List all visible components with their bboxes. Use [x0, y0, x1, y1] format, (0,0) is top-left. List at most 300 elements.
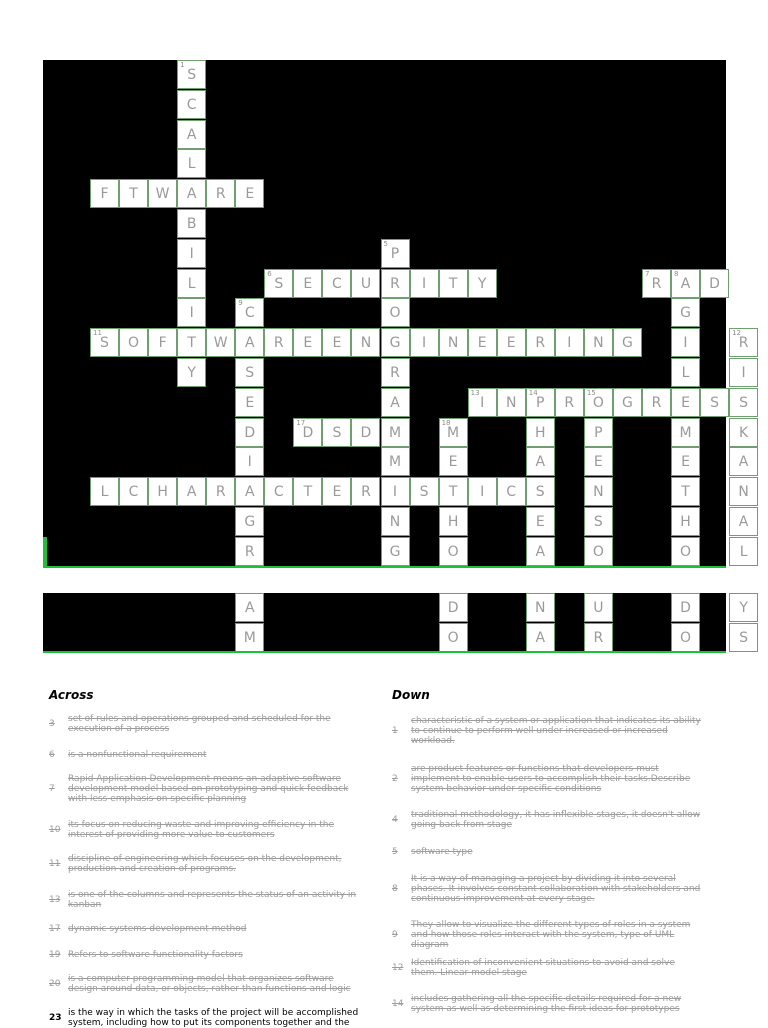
- grid-cell[interactable]: [497, 477, 526, 506]
- cell-letter: R: [361, 484, 371, 501]
- cell-letter: H: [447, 514, 459, 530]
- cell-letter: S: [739, 394, 749, 411]
- grid-cell[interactable]: [148, 328, 177, 357]
- clue-item[interactable]: [49, 1008, 359, 1028]
- cell-letter: E: [303, 335, 313, 352]
- cell-letter: N: [389, 514, 401, 530]
- cell-letter: T: [448, 484, 458, 501]
- cell-letter: I: [421, 275, 427, 292]
- clue-number: 13: [49, 895, 61, 905]
- grid-cell[interactable]: [235, 388, 264, 417]
- cell-letter: A: [186, 484, 197, 501]
- clue-number: 7: [49, 784, 55, 794]
- cell-letter: R: [651, 394, 662, 411]
- grid-cell[interactable]: [671, 298, 700, 327]
- cell-letter: S: [419, 484, 429, 501]
- cell-letter: N: [360, 335, 372, 352]
- cell-letter: L: [681, 365, 690, 381]
- grid-cell[interactable]: [235, 418, 264, 447]
- grid-cell[interactable]: [729, 447, 758, 476]
- clue-number: 5: [392, 847, 398, 857]
- grid-cell[interactable]: [439, 328, 468, 357]
- grid-cell[interactable]: [177, 179, 206, 208]
- cell-letter: D: [244, 424, 256, 441]
- grid-cell[interactable]: [235, 593, 264, 622]
- cell-letter: S: [245, 365, 255, 381]
- grid-cell[interactable]: [642, 388, 671, 417]
- grid-cell[interactable]: [206, 328, 235, 357]
- cell-letter: R: [273, 335, 284, 352]
- clue-item[interactable]: [49, 924, 359, 934]
- cell-letter: G: [621, 394, 633, 411]
- clue-text: is a computer programming model that organizes software design around data, or objects, rather than functions and logic: [68, 974, 351, 994]
- grid-cell[interactable]: [381, 239, 410, 268]
- cell-letter: P: [594, 424, 603, 441]
- grid-border-line: [43, 537, 47, 568]
- grid-cell[interactable]: [381, 269, 410, 298]
- cell-letter: R: [244, 543, 255, 560]
- clue-text: set of rules and operations grouped and scheduled for the execution of a process: [68, 714, 331, 734]
- cell-clue-number: 17: [296, 418, 306, 427]
- grid-cell[interactable]: [439, 507, 468, 536]
- grid-cell[interactable]: [526, 507, 555, 536]
- cell-letter: E: [245, 394, 255, 411]
- cell-letter: D: [360, 424, 372, 441]
- grid-cell[interactable]: [584, 388, 613, 417]
- grid-cell[interactable]: [700, 269, 729, 298]
- grid-cell[interactable]: [381, 507, 410, 536]
- cell-letter: W: [155, 186, 170, 203]
- cell-letter: N: [738, 484, 749, 501]
- clue-number: 23: [49, 1013, 62, 1023]
- cell-letter: U: [593, 600, 604, 616]
- cell-letter: A: [244, 335, 255, 352]
- grid-cell[interactable]: [497, 388, 526, 417]
- cell-clue-number: 11: [93, 329, 102, 338]
- grid-cell[interactable]: [293, 477, 322, 506]
- grid-cell[interactable]: [235, 179, 264, 208]
- grid-cell[interactable]: [729, 388, 758, 417]
- cell-letter: M: [243, 629, 256, 646]
- grid-cell[interactable]: [293, 269, 322, 298]
- grid-cell[interactable]: [177, 298, 206, 327]
- grid-cell[interactable]: [584, 507, 613, 536]
- cell-letter: I: [480, 484, 485, 501]
- grid-cell[interactable]: [410, 477, 439, 506]
- grid-cell[interactable]: [381, 298, 410, 327]
- cell-letter: T: [448, 275, 458, 292]
- grid-cell[interactable]: [177, 477, 206, 506]
- clue-item[interactable]: [49, 820, 359, 840]
- grid-cell[interactable]: [468, 269, 497, 298]
- cell-letter: R: [215, 484, 226, 501]
- cell-letter: H: [157, 484, 168, 501]
- cell-letter: L: [187, 275, 196, 292]
- grid-cell[interactable]: [729, 328, 758, 357]
- grid-cell[interactable]: [671, 623, 700, 652]
- grid-cell[interactable]: [322, 477, 351, 506]
- cell-letter: Y: [739, 600, 748, 616]
- cell-letter: E: [681, 394, 690, 411]
- grid-cell[interactable]: [729, 537, 758, 566]
- cell-letter: N: [535, 600, 546, 616]
- cell-letter: G: [389, 335, 401, 352]
- grid-cell[interactable]: [729, 418, 758, 447]
- grid-cell[interactable]: [264, 477, 293, 506]
- grid-cell[interactable]: [497, 328, 526, 357]
- grid-cell[interactable]: [177, 90, 206, 119]
- cell-letter: A: [244, 600, 255, 616]
- cell-letter: O: [447, 543, 459, 560]
- grid-cell[interactable]: [642, 269, 671, 298]
- grid-cell[interactable]: [526, 593, 555, 622]
- grid-cell[interactable]: [351, 269, 380, 298]
- grid-cell[interactable]: [235, 477, 264, 506]
- grid-cell[interactable]: [293, 418, 322, 447]
- grid-cell[interactable]: [729, 358, 758, 387]
- cell-clue-number: 1: [180, 61, 185, 69]
- grid-cell[interactable]: [584, 418, 613, 447]
- clue-text: characteristic of a system or application that indicates its ability to continue to perform well under increased or increased workload.: [411, 716, 701, 746]
- grid-cell[interactable]: [584, 328, 613, 357]
- cell-letter: I: [567, 335, 572, 352]
- cell-letter: E: [593, 454, 603, 471]
- grid-cell[interactable]: [381, 418, 410, 447]
- grid-cell[interactable]: [235, 507, 264, 536]
- cell-letter: T: [129, 186, 138, 203]
- cell-letter: I: [421, 335, 427, 352]
- grid-cell[interactable]: [526, 418, 555, 447]
- cell-letter: O: [128, 335, 140, 352]
- cell-letter: N: [593, 484, 604, 501]
- grid-cell[interactable]: [148, 477, 177, 506]
- clue-item[interactable]: [392, 847, 702, 857]
- clue-number: 9: [392, 930, 398, 940]
- clue-number: 11: [49, 859, 61, 869]
- grid-cell[interactable]: [729, 507, 758, 536]
- clue-text: is the way in which the tasks of the project will be accomplished system, including how to put its components together and the: [68, 1008, 359, 1028]
- cell-letter: E: [506, 335, 516, 352]
- grid-cell[interactable]: [322, 328, 351, 357]
- cell-letter: M: [679, 424, 692, 441]
- cell-clue-number: 12: [732, 329, 742, 338]
- clue-item[interactable]: [49, 974, 359, 994]
- cell-clue-number: 18: [441, 418, 451, 427]
- grid-cell[interactable]: [264, 328, 293, 357]
- cell-letter: C: [273, 484, 284, 501]
- clue-item[interactable]: [49, 714, 359, 734]
- clue-number: 14: [392, 999, 404, 1009]
- cell-letter: R: [564, 394, 575, 411]
- grid-cell[interactable]: [526, 328, 555, 357]
- grid-cell[interactable]: [468, 477, 497, 506]
- cell-letter: N: [593, 335, 604, 352]
- clue-item[interactable]: [392, 958, 702, 978]
- grid-cell[interactable]: [119, 328, 148, 357]
- grid-cell[interactable]: [671, 507, 700, 536]
- clue-text: It is a way of managing a project by dividing it into several phases. It involves constant collaboration with stakeholders and continuous improvement at every stage.: [411, 874, 701, 904]
- clue-text: its focus on reducing waste and improving efficiency in the interest of providing more value to customers: [68, 820, 334, 840]
- grid-cell[interactable]: [671, 418, 700, 447]
- grid-cell[interactable]: [351, 477, 380, 506]
- cell-letter: E: [477, 335, 487, 352]
- grid-cell[interactable]: [671, 537, 700, 566]
- cell-letter: G: [389, 543, 401, 560]
- cell-clue-number: 8: [674, 269, 679, 278]
- cell-letter: C: [128, 484, 139, 501]
- cell-letter: A: [390, 394, 400, 411]
- grid-cell[interactable]: [235, 537, 264, 566]
- cell-letter: M: [388, 424, 402, 441]
- grid-cell[interactable]: [177, 239, 206, 268]
- grid-cell[interactable]: [671, 269, 700, 298]
- grid-cell[interactable]: [381, 358, 410, 387]
- grid-cell[interactable]: [584, 447, 613, 476]
- crossword-grid-continued: [43, 593, 749, 652]
- cell-letter: E: [535, 514, 545, 530]
- grid-cell[interactable]: [322, 269, 351, 298]
- grid-cell[interactable]: [584, 623, 613, 652]
- grid-cell[interactable]: [351, 328, 380, 357]
- grid-cell[interactable]: [439, 477, 468, 506]
- grid-cell[interactable]: [526, 388, 555, 417]
- clue-item[interactable]: [392, 994, 702, 1014]
- cell-letter: O: [389, 305, 401, 322]
- cell-letter: F: [158, 335, 167, 352]
- grid-cell[interactable]: [381, 537, 410, 566]
- cell-letter: G: [680, 305, 691, 322]
- cell-letter: I: [741, 365, 746, 381]
- grid-cell[interactable]: [526, 537, 555, 566]
- cell-letter: I: [392, 484, 398, 501]
- cell-clue-number: 9: [238, 299, 243, 308]
- grid-cell[interactable]: [177, 358, 206, 387]
- cell-letter: A: [680, 275, 691, 292]
- clue-number: 20: [49, 979, 61, 989]
- grid-cell[interactable]: [613, 388, 642, 417]
- cell-letter: A: [535, 629, 546, 646]
- cell-clue-number: 6: [267, 269, 272, 278]
- cell-letter: O: [447, 629, 459, 646]
- grid-cell[interactable]: [671, 477, 700, 506]
- grid-cell[interactable]: [90, 179, 119, 208]
- grid-cell[interactable]: [671, 447, 700, 476]
- grid-cell[interactable]: [584, 537, 613, 566]
- cell-clue-number: 5: [383, 239, 388, 248]
- cell-letter: E: [332, 484, 342, 501]
- cell-letter: E: [245, 186, 255, 203]
- cell-letter: L: [100, 484, 109, 501]
- clue-number: 4: [392, 815, 398, 825]
- grid-cell[interactable]: [90, 328, 119, 357]
- grid-cell[interactable]: [235, 358, 264, 387]
- cell-letter: T: [187, 335, 196, 352]
- cell-letter: R: [738, 335, 749, 352]
- cell-letter: S: [332, 424, 342, 441]
- cell-letter: S: [739, 629, 749, 646]
- grid-cell[interactable]: [729, 477, 758, 506]
- grid-cell[interactable]: [235, 447, 264, 476]
- down-heading: Down: [392, 688, 430, 702]
- clue-item[interactable]: [49, 750, 359, 760]
- cell-letter: I: [189, 245, 194, 262]
- cell-letter: S: [100, 335, 109, 352]
- grid-cell[interactable]: [410, 269, 439, 298]
- grid-cell[interactable]: [700, 388, 729, 417]
- cell-letter: O: [592, 394, 604, 411]
- grid-cell[interactable]: [235, 623, 264, 652]
- cell-letter: L: [739, 543, 748, 560]
- clue-text: are product features or functions that developers must implement to enable users to accomplish their tasks.Describe system behavior under specific conditions: [411, 764, 691, 794]
- clue-number: 17: [49, 924, 61, 934]
- clue-item[interactable]: [49, 854, 359, 874]
- grid-cell[interactable]: [90, 477, 119, 506]
- grid-cell[interactable]: [177, 209, 206, 238]
- clue-item[interactable]: [49, 890, 359, 910]
- cell-letter: A: [535, 543, 546, 560]
- grid-cell[interactable]: [439, 418, 468, 447]
- grid-cell[interactable]: [555, 388, 584, 417]
- grid-cell[interactable]: [235, 298, 264, 327]
- cell-letter: M: [388, 454, 402, 471]
- grid-cell[interactable]: [177, 269, 206, 298]
- cell-letter: D: [302, 424, 314, 441]
- clue-number: 10: [49, 825, 61, 835]
- cell-letter: E: [332, 335, 342, 352]
- cell-letter: P: [390, 245, 400, 262]
- clue-text: traditional methodology, it has inflexible stages, it doesn't allow going back from stage: [411, 810, 701, 830]
- grid-border-line: [43, 566, 726, 568]
- clue-item[interactable]: [392, 920, 702, 950]
- grid-cell[interactable]: [439, 447, 468, 476]
- cell-letter: T: [303, 484, 313, 501]
- clue-item[interactable]: [392, 874, 702, 904]
- cell-letter: S: [274, 275, 284, 292]
- grid-cell[interactable]: [584, 477, 613, 506]
- clue-number: 12: [392, 963, 404, 973]
- grid-cell[interactable]: [119, 179, 148, 208]
- grid-cell[interactable]: [526, 623, 555, 652]
- clue-item[interactable]: [392, 716, 702, 746]
- grid-cell[interactable]: [671, 388, 700, 417]
- cell-letter: E: [448, 454, 458, 471]
- cell-letter: K: [739, 424, 749, 441]
- grid-cell[interactable]: [729, 593, 758, 622]
- grid-cell[interactable]: [439, 623, 468, 652]
- grid-cell[interactable]: [613, 328, 642, 357]
- grid-cell[interactable]: [381, 447, 410, 476]
- grid-cell[interactable]: [439, 593, 468, 622]
- crossword-grid: [43, 60, 749, 568]
- cell-letter: A: [186, 186, 197, 203]
- grid-cell[interactable]: [468, 388, 497, 417]
- clue-number: 8: [392, 884, 398, 894]
- grid-border-line: [43, 651, 726, 653]
- grid-cell[interactable]: [235, 328, 264, 357]
- cell-letter: I: [189, 305, 194, 322]
- cell-letter: M: [447, 424, 460, 441]
- cell-letter: A: [535, 454, 546, 471]
- grid-cell[interactable]: [381, 328, 410, 357]
- grid-cell[interactable]: [671, 593, 700, 622]
- cell-letter: O: [679, 543, 692, 560]
- cell-letter: E: [303, 275, 313, 292]
- cell-letter: H: [534, 424, 546, 441]
- grid-cell[interactable]: [381, 477, 410, 506]
- clue-text: discipline of engineering which focuses on the development, production and creation of programs.: [68, 854, 342, 874]
- grid-cell[interactable]: [526, 447, 555, 476]
- grid-cell[interactable]: [381, 388, 410, 417]
- cell-letter: D: [680, 600, 691, 616]
- grid-cell[interactable]: [439, 269, 468, 298]
- cell-letter: D: [709, 275, 720, 292]
- grid-cell[interactable]: [410, 328, 439, 357]
- grid-cell[interactable]: [177, 328, 206, 357]
- grid-cell[interactable]: [148, 179, 177, 208]
- cell-letter: A: [186, 126, 197, 143]
- grid-cell[interactable]: [264, 269, 293, 298]
- cell-clue-number: 13: [470, 388, 480, 397]
- grid-cell[interactable]: [177, 60, 206, 89]
- cell-letter: Y: [187, 365, 196, 381]
- cell-letter: T: [681, 484, 690, 501]
- cell-letter: C: [506, 484, 517, 501]
- cell-letter: S: [535, 484, 545, 501]
- cell-letter: G: [244, 514, 256, 530]
- grid-cell[interactable]: [671, 328, 700, 357]
- cell-letter: H: [680, 514, 691, 530]
- grid-cell[interactable]: [293, 328, 322, 357]
- grid-cell[interactable]: [671, 358, 700, 387]
- grid-cell[interactable]: [555, 328, 584, 357]
- clue-number: 19: [49, 950, 61, 960]
- grid-cell[interactable]: [729, 623, 758, 652]
- cell-letter: R: [390, 275, 400, 292]
- clue-text: is a nonfunctional requirement: [68, 750, 207, 760]
- cell-letter: S: [593, 514, 603, 530]
- grid-cell[interactable]: [206, 477, 235, 506]
- cell-clue-number: 14: [528, 388, 538, 397]
- grid-cell[interactable]: [468, 328, 497, 357]
- clue-text: Rapid Application Development means an adaptive software development model based on prototyping and quick feedback with less emphasis on specific planning: [68, 774, 349, 804]
- clue-item[interactable]: [392, 764, 702, 794]
- clue-text: dynamic systems development method: [68, 924, 247, 934]
- grid-cell[interactable]: [206, 179, 235, 208]
- clue-text: includes gathering all the specific details required for a new system as well as determining the first ideas for prototypes: [411, 994, 682, 1014]
- grid-cell[interactable]: [439, 537, 468, 566]
- clue-item[interactable]: [392, 810, 702, 830]
- cell-letter: N: [447, 335, 459, 352]
- cell-letter: L: [187, 156, 196, 173]
- cell-letter: A: [738, 514, 749, 530]
- cell-letter: R: [535, 335, 546, 352]
- grid-cell[interactable]: [177, 120, 206, 149]
- grid-cell[interactable]: [119, 477, 148, 506]
- cell-letter: R: [593, 629, 604, 646]
- cell-letter: A: [738, 454, 749, 471]
- grid-cell[interactable]: [584, 593, 613, 622]
- grid-cell[interactable]: [177, 149, 206, 178]
- cell-letter: N: [505, 394, 517, 411]
- cell-letter: E: [681, 454, 690, 471]
- grid-cell[interactable]: [351, 418, 380, 447]
- clue-item[interactable]: [49, 950, 359, 960]
- clue-item[interactable]: [49, 774, 359, 804]
- clue-number: 3: [49, 719, 55, 729]
- grid-cell[interactable]: [322, 418, 351, 447]
- grid-cell[interactable]: [526, 477, 555, 506]
- cell-letter: O: [592, 543, 604, 560]
